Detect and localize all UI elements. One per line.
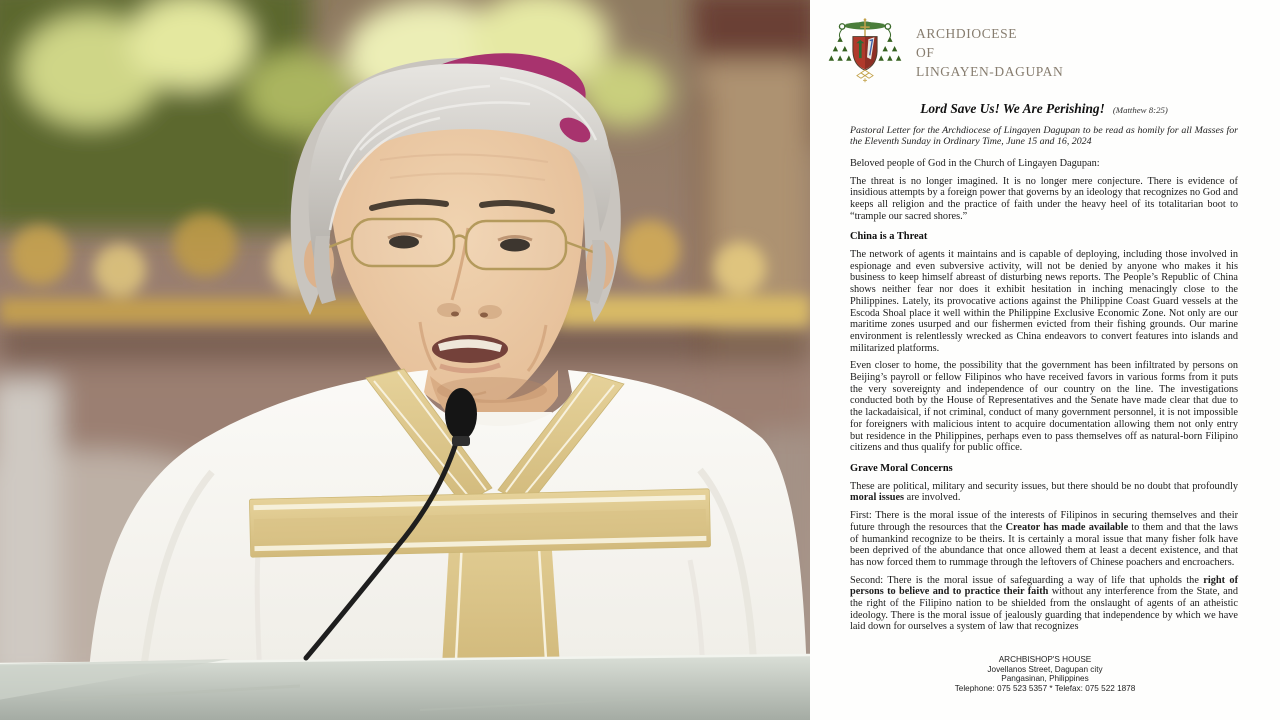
paragraph-network: The network of agents it maintains and is capable of deploying, including those involved in espionage and even subversive activity, will not be denied by anyone who makes it his business to keep himself abreast of disturbing news reports. The People’s Republic of China shows neither fear nor does it exhibit hesitation in inching menacingly close to the Philippines. Lately, its provocative actions against the Philippine Coast Guard vessels at the Escoda Shoal place it well within the Philippine Exclusive Economic Zone. Not only are our maritime zones usurped and our fishermen evicted from their fishing grounds. Our marine environment is relentlessly wrecked as China endeavors to convert features into islands and militarized platforms. [850,249,1238,354]
org-name [916,24,1063,81]
letterhead [828,14,1238,86]
second-bold: right of persons to believe and to practice their faith [850,574,1238,598]
salutation: Beloved people of God in the Church of Lingayen Dagupan: [850,157,1100,169]
footer-line-3: Pangasinan, Philippines [1001,674,1089,684]
org-line-1: ARCHDIOCESE [916,26,1018,41]
letter-footer [810,652,1280,720]
paragraph-threat: The threat is no longer imagined. It is no longer mere conjecture. There is evidence of insidious attempts by a foreign power that governs by an ideology that recognizes no God and keeps all religion and the practice of faith under the heavy heel of its totalitarian boot to “trample our sacred shores.” [850,175,1238,222]
org-line-2: OF [916,45,935,60]
letter-title: Lord Save Us! We Are Perishing! [920,101,1105,116]
first-post: to them and that the laws of humankind recognize to be theirs. It is certainly a moral issue that many fisher folk have been deprived of the abundance that once allowed them at least a decent existence, and that has now forced them to rummage through the leftovers of Chinese poachers and encroachers. [850,521,1238,568]
paragraph-first [850,510,1238,569]
pastoral-letter-page [810,0,1280,720]
paragraph-closer-to-home: Even closer to home, the possibility that the government has been infiltrated by persons on Beijing’s payroll or fellow Filipinos who have received favors in various forms from it puts the very sovereignty and independence of our country on the line. The investigations conducted both by the House of Representatives and the Senate have made clear that due to the lackadaisical, if not criminal, conduct of many government personnel, it is not impossible for foreigners with malicious intent to acquire documentation allowing them not only entry but residence in the Philippines, perhaps even to pass themselves off as natural-born Filipino citizens and thus qualify for public office. [850,360,1238,454]
second-pre: Second: There is the moral issue of safeguarding a way of life that upholds the [850,574,1204,586]
letter-subtitle: Pastoral Letter for the Archdiocese of Lingayen Dagupan to be read as homily for all Masses for the Eleventh Sunday in Ordinary Time, June 15 and 16, 2024 [850,125,1238,148]
org-line-3: LINGAYEN-DAGUPAN [916,64,1064,79]
first-pre: First: There is the moral issue of the interests of Filipinos in securing themselves and their future through the resources that the [850,510,1238,533]
paragraph-moral-issues [850,481,1238,504]
moral-post: are involved. [904,492,961,504]
footer-line-1: ARCHBISHOP'S HOUSE [998,655,1092,664]
scripture-citation: (Matthew 8:25) [1112,105,1168,115]
footer-line-2: Jovellanos Street, Dagupan city [987,664,1103,674]
letter-title-row [850,100,1238,118]
lectern [0,655,810,720]
archdiocese-crest [828,14,902,86]
second-post: without any interference from the State, and the right of the Filipino nation to be shielded from the onslaught of agents of an atheistic ideology. There is the moral issue of jealously guarding that independence by which we have laid down for ourselves a system of law that recognizes [850,586,1238,633]
first-bold: Creator has made available [1005,521,1129,533]
moral-pre: These are political, military and security issues, but there should be no doubt that profoundly [850,480,1238,492]
section-heading-china: China is a Threat [850,231,928,243]
footer-line-4: Telephone: 075 523 5357 * Telefax: 075 522 1878 [954,683,1136,693]
moral-bold: moral issues [850,492,905,504]
paragraph-second [850,575,1238,634]
section-heading-moral: Grave Moral Concerns [850,462,953,474]
